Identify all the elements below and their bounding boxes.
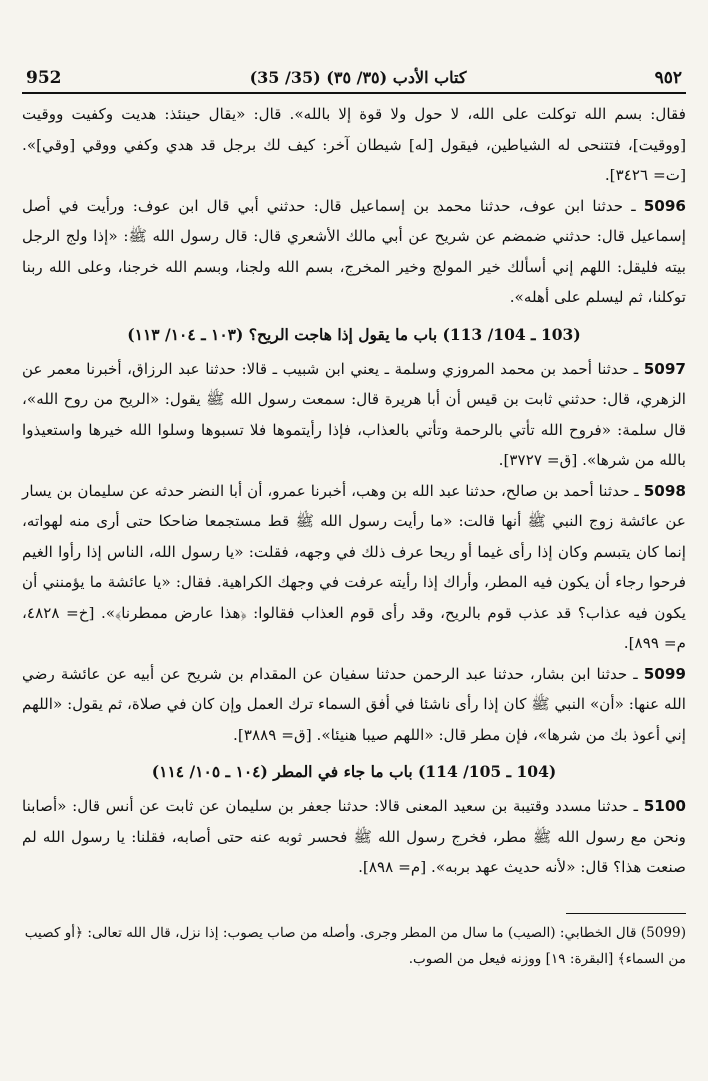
hadith-block-2 <box>22 354 686 751</box>
hadith-text: ـ حدثنا ابن عوف، حدثنا محمد بن إسماعيل قال: حدثني أبي قال ابن عوف: ورأيت في أصل إسماعيل قال: حدثني ضمضم عن شريح عن أبي مالك الأشعري قال: قال رسول الله ﷺ: «إذا ولج الرجل بيته فليقل: اللهم إني أسألك خير المولج وخير المخرج، بسم الله ولجنا، وبسم الله خرجنا، وعلى الله ربنا توكلنا، ثم ليسلم على أهله». <box>22 196 686 306</box>
hadith-paragraph <box>22 99 686 191</box>
hadith-paragraph <box>22 791 686 883</box>
footnote: (5099) قال الخطابي: (الصيب) ما سال من المطر وجرى. وأصله من صاب يصوب: إذا نزل، قال الله تعالى: ﴿أو كصيب من السماء﴾ [البقرة: ١٩] ووزنه فيعل من الصوب. <box>24 924 686 967</box>
page-header <box>22 28 686 94</box>
hadith-number: 5097 <box>643 359 686 378</box>
hadith-block-1 <box>22 99 686 313</box>
footnote-separator <box>566 913 686 914</box>
hadith-text: ـ حدثنا أحمد بن صالح، حدثنا عبد الله بن وهب، أخبرنا عمرو، أن أبا النضر حدثه عن سليمان بن يسار عن عائشة زوج النبي ﷺ أنها قالت: «ما رأيت رسول الله ﷺ قط مستجمعا ضاحكا حتى أرى منه لهواته، إنما كان يتبسم وكان إذا رأى غيما أو ريحا عرف ذلك في وجهه، فقلت: «يا رسول الله، الناس إذا رأوا الغيم فرحوا رجاء أن يكون فيه المطر، وأراك إذا رأيته عرفت في وجهك الكراهية. فقال: «يا عائشة ما يؤمنني أن يكون فيه عذاب؟ قد عذب قوم بالريح، وقد رأى قوم العذاب فقالوا: ﴿هذا عارض ممطرنا﴾». [خ= ٤٨٢٨، م= ٨٩٩]. <box>22 481 686 652</box>
hadith-paragraph <box>22 659 686 751</box>
hadith-paragraph <box>22 354 686 476</box>
hadith-text: ـ حدثنا مسدد وقتيبة بن سعيد المعنى قالا: حدثنا جعفر بن سليمان عن ثابت عن أنس قال: «أصابنا ونحن مع رسول الله ﷺ مطر، فخرج رسول الله ﷺ فحسر ثوبه عنه حتى أصابه، فقلنا: يا رسول الله لم صنعت هذا؟ قال: «لأنه حديث عهد بربه». [م= ٨٩٨]. <box>22 797 687 876</box>
hadith-text: ـ حدثنا أحمد بن محمد المروزي وسلمة ـ يعني ابن شبيب ـ قالا: حدثنا عبد الرزاق، أخبرنا معمر عن الزهري، قال: حدثني ثابت بن قيس أن أبا هريرة قال: سمعت رسول الله ﷺ يقول: «الريح من روح الله»، قال سلمة: «فروح الله تأتي بالرحمة وتأتي بالعذاب، فإذا رأيتموها فلا تسبوها وسلوا الله خيرها واستعيذوا بالله من شرها». [ق= ٣٧٢٧]. <box>22 359 686 469</box>
hadith-text: ـ حدثنا ابن بشار، حدثنا عبد الرحمن حدثنا سفيان عن المقدام بن شريح عن أبيه عن عائشة رضي الله عنها: «أن» النبي ﷺ كان إذا رأى ناشئا في أفق السماء ترك العمل وإن كان في صلاة، ثم يقول: «اللهم إني أعوذ بك من شرها»، فإن مطر قال: «اللهم صيبا هنيئا». [ق= ٣٨٨٩]. <box>22 664 686 744</box>
page-number-arabic: ٩٥٢ <box>654 68 682 88</box>
running-title: كتاب الأدب (٣٥/ ٣٥) (35/ 35) <box>249 68 467 87</box>
chapter-heading: (103 ـ 104/ 113) باب ما يقول إذا هاجت الريح؟ (١٠٣ ـ ١٠٤/ ١١٣) <box>127 324 581 344</box>
hadith-number: 5098 <box>643 481 686 500</box>
hadith-block-3 <box>22 791 686 883</box>
hadith-number: 5099 <box>643 664 687 683</box>
hadith-paragraph <box>22 476 686 659</box>
page-number-latin: 952 <box>26 68 62 88</box>
hadith-number: 5100 <box>643 797 686 815</box>
chapter-heading: (104 ـ 105/ 114) باب ما جاء في المطر (١٠٤ ـ ١٠٥/ ١١٤) <box>151 762 557 781</box>
hadith-paragraph <box>22 191 686 313</box>
hadith-number: 5096 <box>643 196 686 215</box>
book-page <box>22 28 686 972</box>
hadith-text: فقال: بسم الله توكلت على الله، لا حول ولا قوة إلا بالله». قال: «يقال حينئذ: هديت وكفيت ووقيت [ووقيت]، فتتنحى له الشياطين، فيقول [له] شيطان آخر: كيف لك برجل قد هدي وكفي ووقي [وقي]». [ت= ٣٤٢٦]. <box>22 105 686 184</box>
